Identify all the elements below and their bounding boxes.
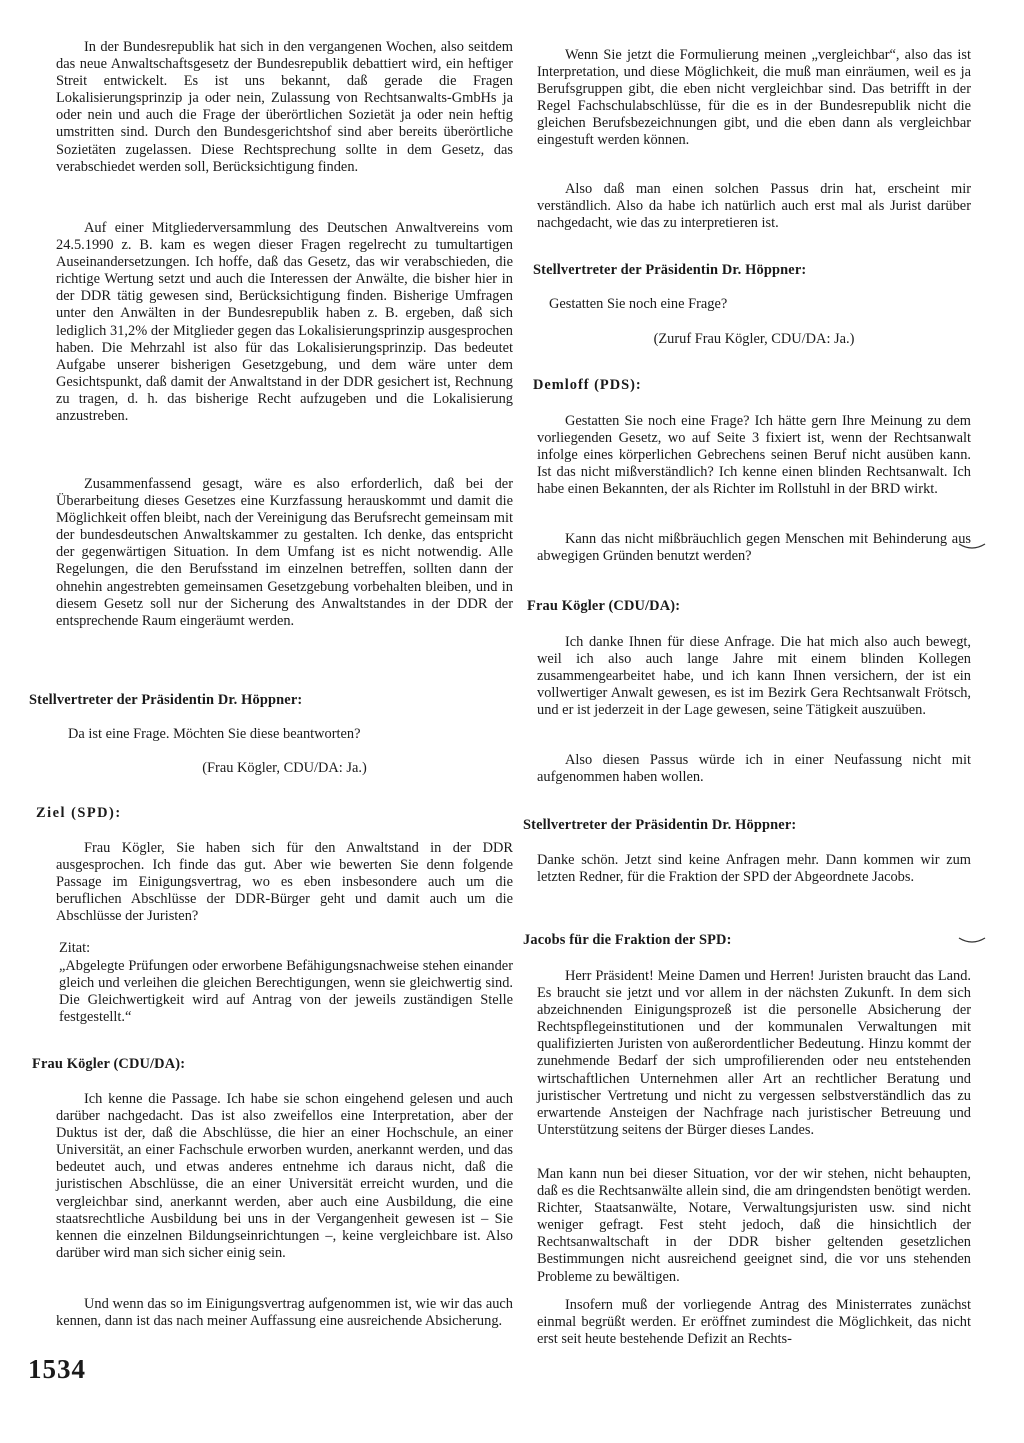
- interjection: (Zuruf Frau Kögler, CDU/DA: Ja.): [653, 331, 855, 347]
- speaker-heading: Stellvertreter der Präsidentin Dr. Höppner:: [533, 262, 807, 278]
- paragraph: Herr Präsident! Meine Damen und Herren! Juristen braucht das Land. Es braucht sie jetzt und vor allem in der nächsten Zukunft. In dem sich abzeichnenden Einigungsprozeß ist die personelle Absicherung der Rechtspflegeinstitutionen und der kommunalen Verwaltungen mit qualifizierten Juristen von außerordentlicher Bedeutung. Hinzu kommt der zunehmende Bedarf der sich umprofilierenden oder neu entstehenden wirtschaftlichen Unternehmen aller Art an rechtlicher Beratung und juristischer Vertretung und nicht zu vergessen selbstverständlich das zu erwartende Ansteigen der Nachfrage nach juristischer Betreuung und Unterstützung seitens der Bürger dieses Landes.: [537, 968, 971, 1138]
- paragraph: Auf einer Mitgliederversammlung des Deutschen Anwaltvereins vom 24.5.1990 z. B. kam es wegen dieser Fragen regelrecht zu tumultartigen Auseinandersetzungen. Ich hoffe, daß das Gesetz, das wir verabschieden, die richtige Wertung setzt und auch die Interessen der Anwälte, die bisher hier in der DDR tätig gewesen sind, Berücksichtigung finden. Bisherige Umfragen unter den Anwälten in der Bundesrepublik haben z. B. ergeben, daß sich lediglich 31,2% der Mitglieder gegen das Lokalisierungsprinzip ausgesprochen haben. Die Mehrzahl ist also für das Lokalisierungsprinzip. Das bedeutet Aufgabe unserer bisherigen Gesetzgebung, und dem wäre unter dem Gesichtspunkt, daß damit der Anwaltstand in der DDR gesichert ist, Rechnung zu tragen, d. h. das bisherige Recht aufzugeben und die Lokalisierung anzustreben.: [56, 220, 513, 425]
- speaker-heading: Stellvertreter der Präsidentin Dr. Höppner:: [29, 692, 303, 708]
- paragraph: Frau Kögler, Sie haben sich für den Anwaltstand in der DDR ausgesprochen. Ich finde das gut. Aber wie bewerten Sie denn folgende Passage im Einigungsvertrag, wo es eben insbesondere auch um die beruflichen Abschlüsse der DDR-Bürger geht und damit auch um die Abschlüsse der Juristen?: [56, 840, 513, 925]
- paragraph: Man kann nun bei dieser Situation, vor der wir stehen, nicht behaupten, daß es die Rechtsanwälte allein sind, die am dringendsten benötigt werden. Richter, Staatsanwälte, Notare, Verwaltungsjuristen usw. sind nicht weniger gefragt. Fest steht jedoch, daß die hinsichtlich der Rechtsanwaltschaft in der DDR bisher geltenden gesetzlichen Bestimmungen nicht ausreichend geeignet sind, die vor uns stehenden Probleme zu bewältigen.: [537, 1166, 971, 1285]
- paragraph: Da ist eine Frage. Möchten Sie diese beantworten?: [68, 726, 361, 742]
- paragraph: Also diesen Passus würde ich in einer Neufassung nicht mit aufgenommen haben wollen.: [537, 752, 971, 786]
- paragraph: Kann das nicht mißbräuchlich gegen Menschen mit Behinderung aus abwegigen Gründen benutzt werden?: [537, 531, 971, 565]
- paragraph: Und wenn das so im Einigungsvertrag aufgenommen ist, wie wir das auch kennen, dann ist das nach meiner Auffassung eine ausreichende Absicherung.: [56, 1296, 513, 1330]
- speaker-heading: Frau Kögler (CDU/DA):: [527, 598, 681, 614]
- hyphen-mark-icon: [958, 935, 986, 945]
- hyphen-mark-icon: [958, 541, 986, 551]
- page-number: 1534: [28, 1354, 86, 1384]
- speaker-heading: Stellvertreter der Präsidentin Dr. Höppner:: [523, 817, 797, 833]
- paragraph: Ich danke Ihnen für diese Anfrage. Die hat mich also auch bewegt, weil ich also auch lange Jahre mit einem blinden Kollegen zusammengearbeitet habe, und ich kann Ihnen versichern, der ist ein vollwertiger Anwalt gewesen, es ist im Bezirk Gera Rechtsanwalt Frötsch, und er ist jederzeit in der Lage gewesen, seine Tätigkeit auszuüben.: [537, 634, 971, 719]
- paragraph: Wenn Sie jetzt die Formulierung meinen „vergleichbar“, also das ist Interpretation, und diese Möglichkeit, die muß man einräumen, weil es ja Berufsgruppen gibt, die eben nicht vergleichbar sind. Das betrifft in der Regel Fachschulabschlüsse, für die es in der Bundesrepublik nicht die gleichen Berufsbezeichnungen gibt, und die eben dann als vergleichbar eingestuft werden können.: [537, 47, 971, 149]
- paragraph: Danke schön. Jetzt sind keine Anfragen mehr. Dann kommen wir zum letzten Redner, für die Fraktion der SPD der Abgeordnete Jacobs.: [537, 852, 971, 886]
- paragraph: Also daß man einen solchen Passus drin hat, erscheint mir verständlich. Also da habe ich natürlich auch erst mal als Jurist darüber nachgedacht, wie das zu interpretieren ist.: [537, 181, 971, 232]
- paragraph: Ich kenne die Passage. Ich habe sie schon eingehend gelesen und auch darüber nachgedacht. Das ist also zweifellos eine Interpretation, aber der Duktus ist der, daß die Abschlüsse, die hier an einer Hochschule, an einer Universität, an einer Fachschule erworben wurden, anerkannt werden, und das bedeutet auch, und etwas anderes entnehme ich daraus nicht, daß die juristischen Abschlüsse, die an einer Universität erreicht wurden, und die vergleichbar sind, anerkannt werden, aber auch eine Ausbildung, die eine staatsrechtliche Ausbildung bei uns in der Vergangenheit gewesen ist – Sie kennen die einzelnen Bildungseinrichtungen –, keine vergleichbare ist. Also darüber wird man sich sicher einig sein.: [56, 1091, 513, 1261]
- paragraph: Zusammenfassend gesagt, wäre es also erforderlich, daß bei der Überarbeitung dieses Gesetzes eine Kurzfassung herauskommt und damit die Möglichkeit offen bleibt, nach der Vereinigung das Berufsrecht gemeinsam mit der bundesdeutschen Anwaltskammer zu gestalten. Ich denke, das entspricht der gegenwärtigen Situation. In dem Umfang ist es nicht notwendig. Alle Regelungen, die den Berufsstand im einzelnen betreffen, sollten dann der ohnehin angestrebten gemeinsamen Gesetzgebung vorbehalten bleiben, und in diesem Gesetz soll nur der Sicherung des Anwaltstandes in der DDR der entsprechende Raum eingeräumt werden.: [56, 476, 513, 629]
- speaker-heading: Ziel (SPD):: [36, 805, 122, 821]
- paragraph: Zitat:: [59, 940, 91, 956]
- speaker-heading: Demloff (PDS):: [533, 377, 642, 393]
- paragraph: In der Bundesrepublik hat sich in den vergangenen Wochen, also seitdem das neue Anwaltschaftsgesetz der Bundesrepublik debattiert wird, ein heftiger Streit entwickelt. Es ist uns bekannt, daß gerade die Fragen Lokalisierungsprinzip ja oder nein, Zulassung von Rechtsanwalts-GmbHs ja oder nein und auch die Frage der überörtlichen Sozietät ja oder nein heftig umstritten sind. Durch den Bundesgerichtshof sind aber bereits überörtliche Sozietäten zugelassen. Diese Rechtsprechung sollte in dem Gesetz, das verabschiedet werden soll, Berücksichtigung finden.: [56, 39, 513, 175]
- paragraph: Insofern muß der vorliegende Antrag des Ministerrates zunächst einmal begrüßt werden. Er eröffnet zumindest die Möglichkeit, das nicht erst seit heute bestehende Defizit an Rechts-: [537, 1297, 971, 1348]
- speaker-heading: Jacobs für die Fraktion der SPD:: [523, 932, 732, 948]
- speaker-heading: Frau Kögler (CDU/DA):: [32, 1056, 186, 1072]
- paragraph: Gestatten Sie noch eine Frage?: [549, 296, 728, 312]
- paragraph: Gestatten Sie noch eine Frage? Ich hätte gern Ihre Meinung zu dem vorliegenden Gesetz, wo auf Seite 3 fixiert ist, wenn der Rechtsanwalt infolge eines körperlichen Gebrechens seinen Beruf nicht ausüben kann. Ist das nicht mißverständlich? Ich kenne einen blinden Rechtsanwalt. Ich habe einen Bekannten, der als Richter im Rollstuhl in der BRD wirkt.: [537, 413, 971, 498]
- quotation: „Abgelegte Prüfungen oder erworbene Befähigungsnachweise stehen einander gleich und verleihen die gleichen Berechtigungen, wenn sie gleichwertig sind. Die Gleichwertigkeit wird auf Antrag von der jeweils zuständigen Stelle festgestellt.“: [59, 958, 513, 1026]
- interjection: (Frau Kögler, CDU/DA: Ja.): [202, 760, 367, 776]
